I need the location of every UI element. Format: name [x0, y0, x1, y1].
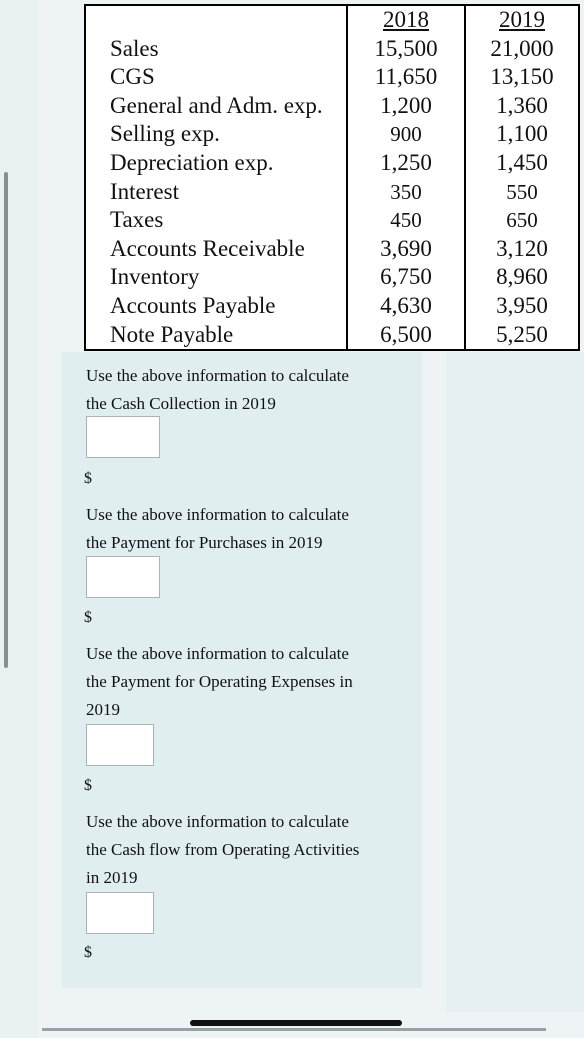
- answer-input-payment-operating-expenses[interactable]: [86, 724, 154, 766]
- question-text: in 2019: [86, 868, 138, 887]
- question-text: Use the above information to calculate: [86, 644, 349, 663]
- answer-input-payment-purchases[interactable]: [86, 556, 160, 598]
- question-text: Use the above information to calculate: [86, 812, 349, 831]
- answer-input-cash-flow-operating[interactable]: [86, 892, 154, 934]
- question-text: the Cash Collection in 2019: [86, 394, 276, 413]
- value-cell: 6,500: [380, 321, 432, 347]
- question-text: the Cash flow from Operating Activities: [86, 840, 360, 859]
- row-label: Selling exp.: [110, 121, 220, 147]
- year-header-2018: 2018: [383, 7, 429, 32]
- question-text: the Payment for Purchases in 2019: [86, 533, 323, 552]
- value-cell: 3,950: [496, 292, 548, 318]
- value-cell: 1,250: [380, 149, 432, 175]
- value-cell: 450: [390, 208, 422, 233]
- value-cell: 8,960: [496, 264, 548, 290]
- value-cell: 15,500: [374, 35, 438, 61]
- question-payment-purchases: [86, 501, 406, 557]
- label-column: [85, 5, 347, 350]
- row-label: Taxes: [110, 207, 164, 233]
- row-label: Inventory: [110, 264, 200, 290]
- question-text: 2019: [86, 700, 120, 719]
- value-cell: 11,650: [374, 64, 438, 90]
- answer-input-cash-collection[interactable]: [86, 416, 160, 458]
- row-label: Note Payable: [110, 321, 234, 347]
- value-cell: 1,100: [496, 121, 548, 147]
- value-cell: 6,750: [380, 264, 432, 290]
- value-cell: 21,000: [490, 35, 554, 61]
- currency-label: $: [84, 470, 92, 487]
- question-text: Use the above information to calculate: [86, 366, 349, 385]
- column-2019: [465, 5, 579, 350]
- row-label: Depreciation exp.: [110, 149, 274, 175]
- value-cell: 1,450: [496, 149, 548, 175]
- value-cell: 4,630: [380, 292, 432, 318]
- value-cell: 900: [390, 122, 422, 147]
- question-cash-flow-operating: [86, 808, 406, 892]
- scrollbar-thumb[interactable]: [4, 172, 8, 668]
- question-payment-operating-expenses: [86, 640, 406, 724]
- value-cell: 350: [390, 179, 422, 204]
- value-cell: 1,360: [496, 92, 548, 118]
- value-cell: 13,150: [490, 64, 554, 90]
- value-cell: 3,120: [496, 235, 548, 261]
- column-2018: [347, 5, 465, 350]
- row-label: Accounts Receivable: [110, 235, 305, 261]
- right-panel: [446, 352, 584, 1012]
- value-cell: 650: [506, 208, 538, 233]
- currency-label: $: [84, 609, 92, 626]
- question-text: Use the above information to calculate: [86, 505, 349, 524]
- row-label: CGS: [110, 64, 155, 90]
- question-text: the Payment for Operating Expenses in: [86, 672, 353, 691]
- value-cell: 3,690: [380, 235, 432, 261]
- row-label: Accounts Payable: [110, 292, 276, 318]
- currency-label: $: [84, 777, 92, 794]
- currency-label: $: [84, 944, 92, 961]
- row-label: Interest: [110, 178, 179, 204]
- value-cell: 1,200: [380, 92, 432, 118]
- value-cell: 5,250: [496, 321, 548, 347]
- year-header-2019: 2019: [499, 7, 545, 32]
- home-indicator[interactable]: [190, 1020, 402, 1026]
- row-label: Sales: [110, 35, 159, 61]
- bottom-divider: [42, 1028, 546, 1031]
- row-label: General and Adm. exp.: [110, 92, 323, 118]
- value-cell: 550: [506, 179, 538, 204]
- question-cash-collection: [86, 362, 406, 418]
- financial-data-table: [84, 4, 580, 351]
